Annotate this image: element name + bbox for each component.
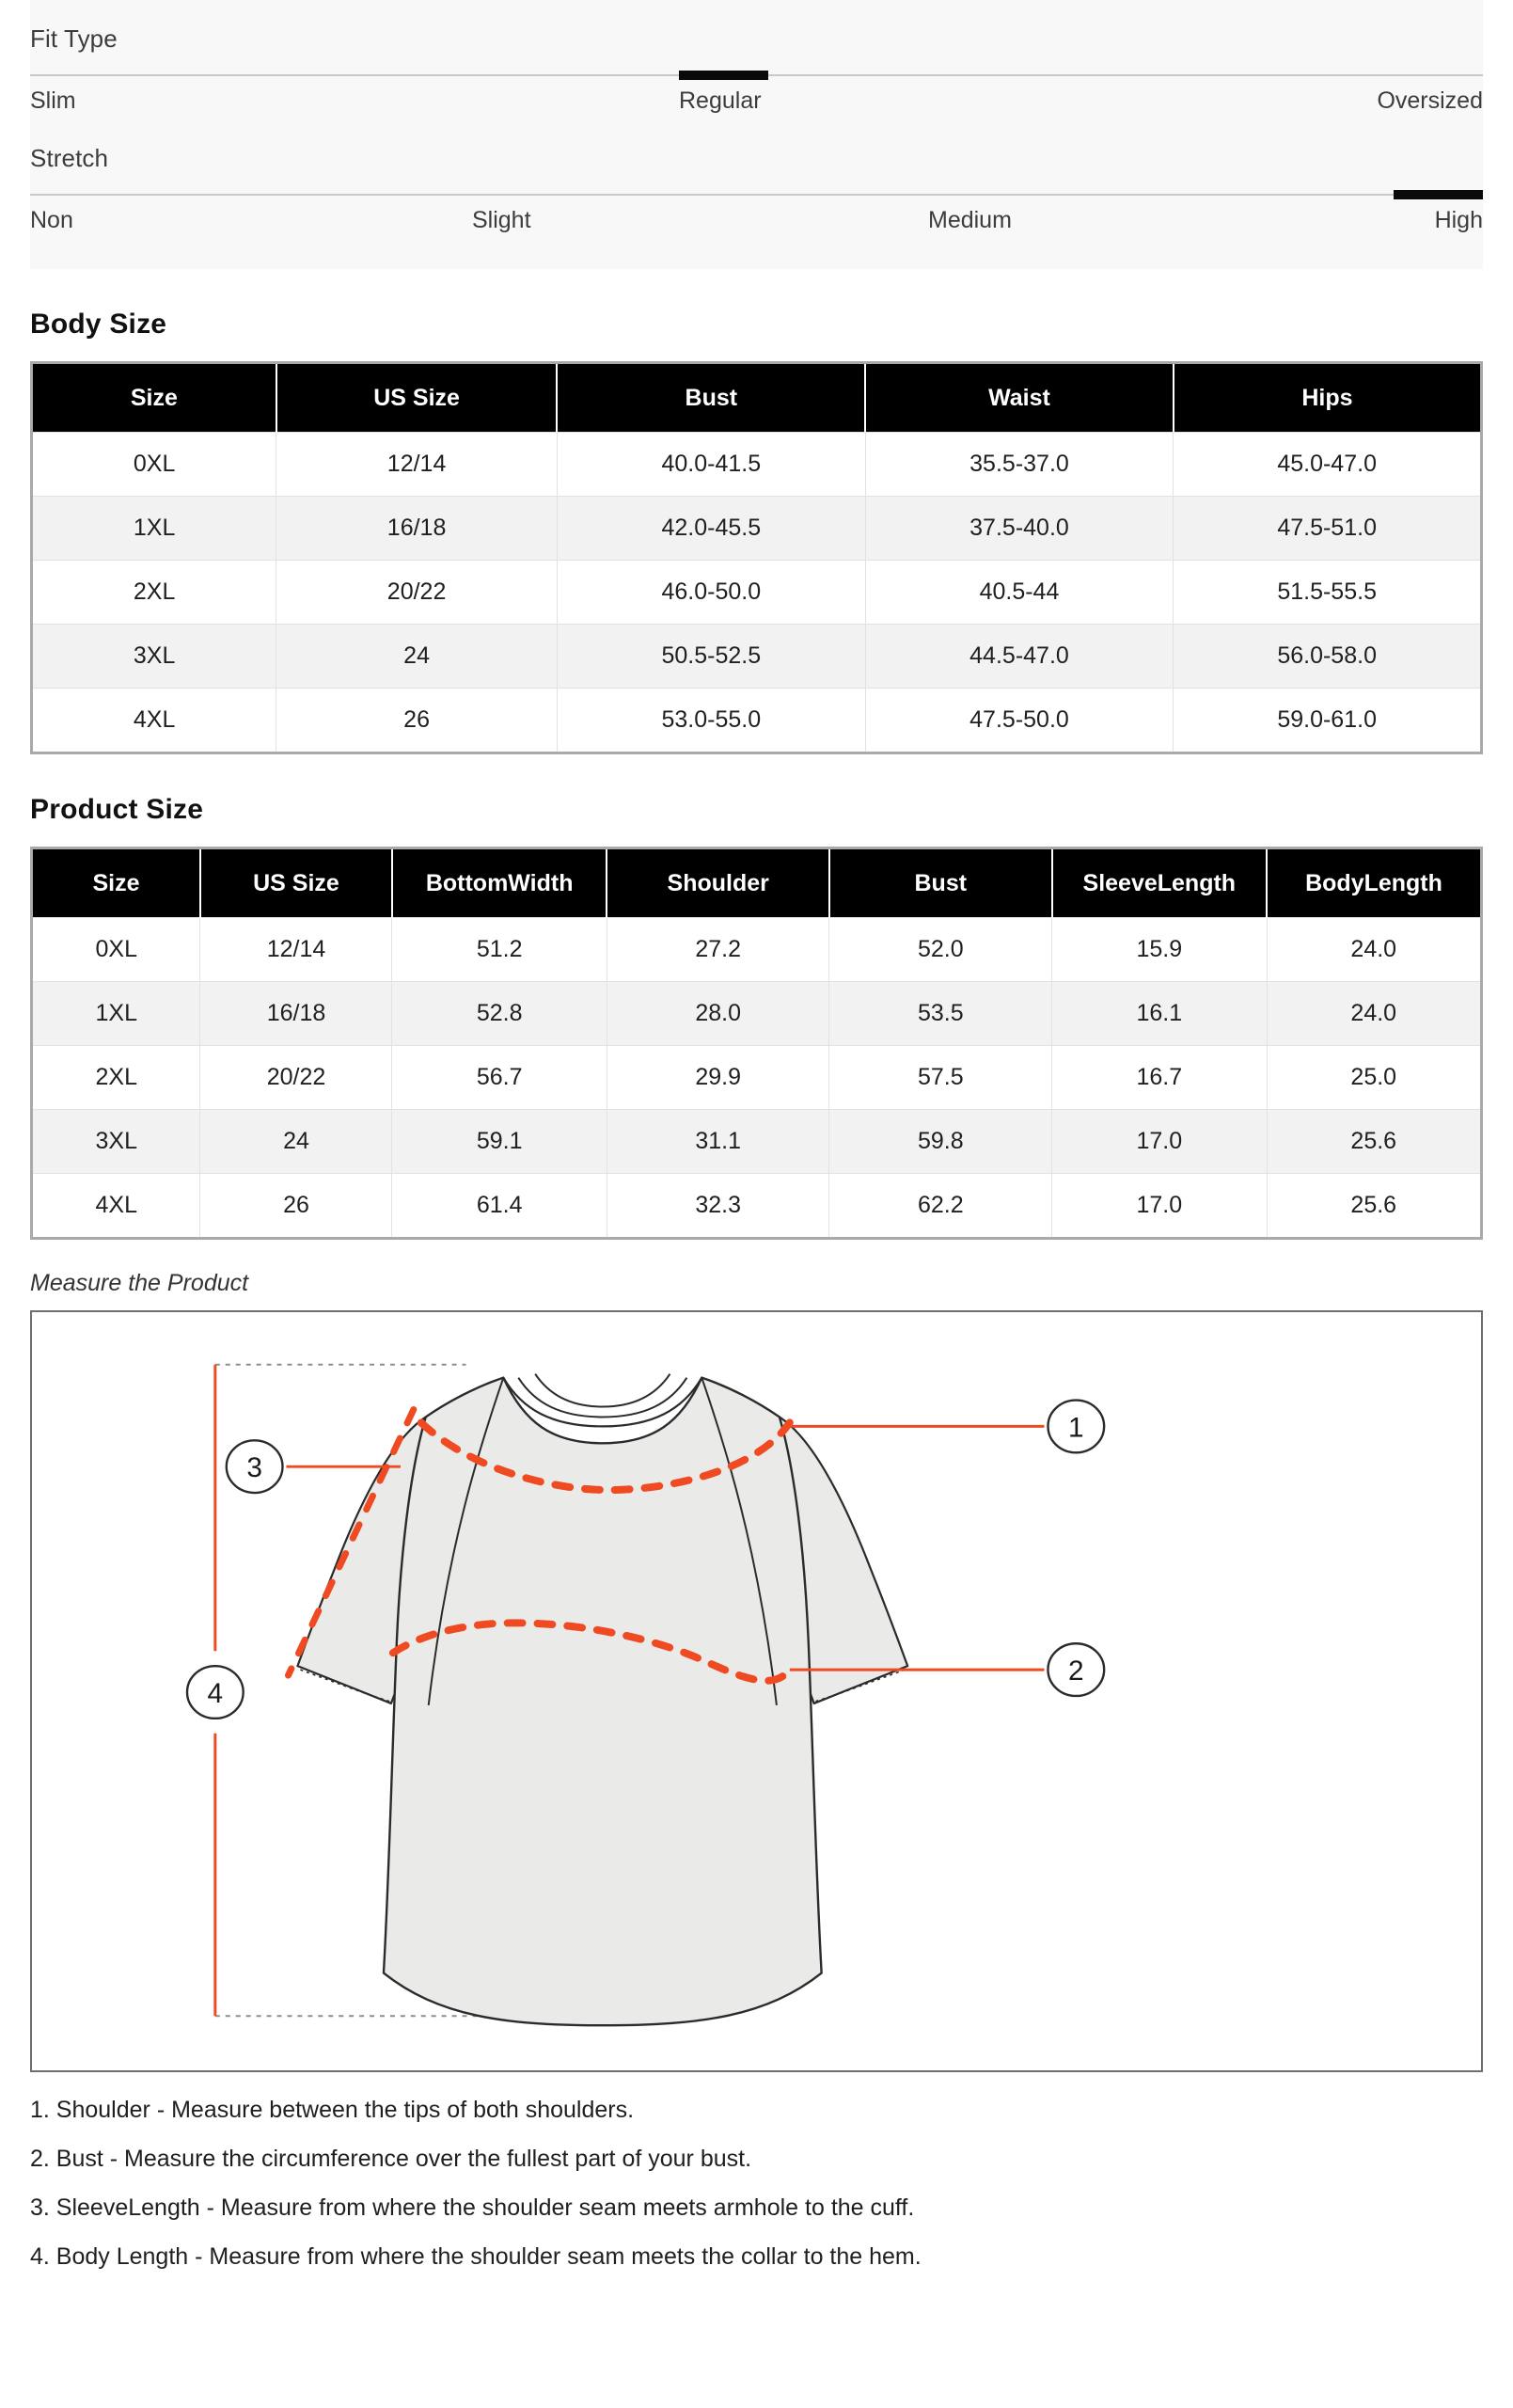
table-row xyxy=(32,1174,1482,1239)
note-body-length: 4. Body Length - Measure from where the shoulder seam meets the collar to the hem. xyxy=(30,2243,922,2270)
cell-bust: 62.2 xyxy=(829,1174,1052,1239)
col-header-us-size: US Size xyxy=(276,363,558,433)
fit-type-option-slim[interactable]: Slim xyxy=(30,87,76,114)
body-size-table xyxy=(30,361,1483,754)
cell-bust: 52.0 xyxy=(829,918,1052,982)
cell-size: 2XL xyxy=(32,561,276,625)
cell-us-size: 24 xyxy=(276,625,558,689)
table-row xyxy=(32,1110,1482,1174)
col-header-us-size: US Size xyxy=(200,848,392,918)
table-header-row xyxy=(32,848,1482,918)
fit-type-option-regular[interactable]: Regular xyxy=(679,87,762,114)
garment-diagram xyxy=(32,1312,1481,2070)
fit-type-title: Fit Type xyxy=(30,24,118,53)
cell-us-size: 12/14 xyxy=(276,433,558,497)
cell-size: 2XL xyxy=(32,1046,200,1110)
cell-body-length: 25.0 xyxy=(1267,1046,1481,1110)
callout-3 xyxy=(227,1440,283,1493)
table-row xyxy=(32,689,1482,753)
callout-1 xyxy=(1048,1401,1104,1453)
col-header-shoulder: Shoulder xyxy=(607,848,829,918)
col-header-bust: Bust xyxy=(829,848,1052,918)
cell-hips: 59.0-61.0 xyxy=(1174,689,1482,753)
cell-shoulder: 28.0 xyxy=(607,982,829,1046)
cell-us-size: 24 xyxy=(200,1110,392,1174)
note-bust: 2. Bust - Measure the circumference over the fullest part of your bust. xyxy=(30,2146,752,2172)
col-header-bottom-width: BottomWidth xyxy=(392,848,607,918)
fit-attributes-panel xyxy=(30,0,1483,269)
cell-waist: 44.5-47.0 xyxy=(865,625,1174,689)
stretch-option-non[interactable]: Non xyxy=(30,207,73,233)
fit-type-track[interactable] xyxy=(30,74,1483,76)
col-header-bust: Bust xyxy=(557,363,865,433)
garment-illustration xyxy=(297,1374,907,2026)
fit-type-thumb[interactable] xyxy=(679,71,768,80)
col-header-waist: Waist xyxy=(865,363,1174,433)
table-row xyxy=(32,433,1482,497)
collar-inner xyxy=(535,1374,670,1407)
cell-hips: 47.5-51.0 xyxy=(1174,497,1482,561)
table-row xyxy=(32,1046,1482,1110)
table-row xyxy=(32,625,1482,689)
stretch-option-high[interactable]: High xyxy=(1434,207,1483,233)
cell-body-length: 24.0 xyxy=(1267,982,1481,1046)
note-sleeve-length: 3. SleeveLength - Measure from where the shoulder seam meets armhole to the cuff. xyxy=(30,2194,915,2221)
stretch-track[interactable] xyxy=(30,194,1483,196)
cell-bottom-width: 56.7 xyxy=(392,1046,607,1110)
cell-shoulder: 32.3 xyxy=(607,1174,829,1239)
col-header-hips: Hips xyxy=(1174,363,1482,433)
cell-size: 1XL xyxy=(32,497,276,561)
cell-shoulder: 29.9 xyxy=(607,1046,829,1110)
callout-3-label: 3 xyxy=(246,1452,262,1484)
note-shoulder: 1. Shoulder - Measure between the tips of both shoulders. xyxy=(30,2097,635,2123)
cell-shoulder: 31.1 xyxy=(607,1110,829,1174)
cell-size: 3XL xyxy=(32,625,276,689)
cell-bust: 53.0-55.0 xyxy=(557,689,865,753)
cell-hips: 51.5-55.5 xyxy=(1174,561,1482,625)
cell-sleeve-length: 16.7 xyxy=(1052,1046,1267,1110)
cell-size: 0XL xyxy=(32,433,276,497)
measure-caption: Measure the Product xyxy=(30,1270,249,1296)
table-header-row xyxy=(32,363,1482,433)
table-row xyxy=(32,497,1482,561)
cell-sleeve-length: 17.0 xyxy=(1052,1110,1267,1174)
callout-4 xyxy=(187,1666,244,1719)
stretch-option-medium[interactable]: Medium xyxy=(928,207,1012,233)
callout-2 xyxy=(1048,1643,1104,1696)
cell-us-size: 16/18 xyxy=(200,982,392,1046)
measurement-notes-list xyxy=(30,2099,1483,2294)
cell-body-length: 24.0 xyxy=(1267,918,1481,982)
cell-us-size: 26 xyxy=(276,689,558,753)
cell-waist: 47.5-50.0 xyxy=(865,689,1174,753)
cell-size: 3XL xyxy=(32,1110,200,1174)
cell-bottom-width: 61.4 xyxy=(392,1174,607,1239)
cell-size: 0XL xyxy=(32,918,200,982)
cell-bust: 57.5 xyxy=(829,1046,1052,1110)
product-size-heading: Product Size xyxy=(30,794,204,825)
cell-sleeve-length: 16.1 xyxy=(1052,982,1267,1046)
cell-size: 4XL xyxy=(32,1174,200,1239)
cell-size: 4XL xyxy=(32,689,276,753)
col-header-size: Size xyxy=(32,363,276,433)
stretch-title: Stretch xyxy=(30,144,109,172)
cell-hips: 45.0-47.0 xyxy=(1174,433,1482,497)
cell-bottom-width: 51.2 xyxy=(392,918,607,982)
cell-sleeve-length: 15.9 xyxy=(1052,918,1267,982)
fit-type-labels xyxy=(30,87,1483,129)
col-header-body-length: BodyLength xyxy=(1267,848,1481,918)
stretch-option-slight[interactable]: Slight xyxy=(472,207,531,233)
cell-body-length: 25.6 xyxy=(1267,1174,1481,1239)
cell-us-size: 26 xyxy=(200,1174,392,1239)
table-row xyxy=(32,918,1482,982)
callout-2-label: 2 xyxy=(1068,1656,1084,1687)
cell-waist: 35.5-37.0 xyxy=(865,433,1174,497)
table-row xyxy=(32,561,1482,625)
col-header-sleeve-length: SleeveLength xyxy=(1052,848,1267,918)
cell-bust: 53.5 xyxy=(829,982,1052,1046)
product-size-table xyxy=(30,847,1483,1240)
cell-us-size: 16/18 xyxy=(276,497,558,561)
cell-bust: 59.8 xyxy=(829,1110,1052,1174)
cell-body-length: 25.6 xyxy=(1267,1110,1481,1174)
cell-hips: 56.0-58.0 xyxy=(1174,625,1482,689)
col-header-size: Size xyxy=(32,848,200,918)
cell-waist: 40.5-44 xyxy=(865,561,1174,625)
cell-us-size: 20/22 xyxy=(276,561,558,625)
cell-shoulder: 27.2 xyxy=(607,918,829,982)
cell-us-size: 12/14 xyxy=(200,918,392,982)
stretch-slider-group xyxy=(30,144,1483,248)
cell-waist: 37.5-40.0 xyxy=(865,497,1174,561)
measure-diagram-box xyxy=(30,1310,1483,2072)
stretch-thumb[interactable] xyxy=(1394,190,1483,199)
cell-bottom-width: 52.8 xyxy=(392,982,607,1046)
body-size-heading: Body Size xyxy=(30,309,167,340)
callout-1-label: 1 xyxy=(1068,1412,1084,1444)
cell-bust: 42.0-45.5 xyxy=(557,497,865,561)
table-row xyxy=(32,982,1482,1046)
garment-body xyxy=(384,1378,822,2026)
cell-bust: 50.5-52.5 xyxy=(557,625,865,689)
cell-bottom-width: 59.1 xyxy=(392,1110,607,1174)
stretch-labels xyxy=(30,207,1483,248)
fit-type-slider-group xyxy=(30,24,1483,129)
cell-us-size: 20/22 xyxy=(200,1046,392,1110)
cell-size: 1XL xyxy=(32,982,200,1046)
callout-4-label: 4 xyxy=(207,1677,224,1709)
fit-type-option-oversized[interactable]: Oversized xyxy=(1377,87,1483,114)
cell-sleeve-length: 17.0 xyxy=(1052,1174,1267,1239)
cell-bust: 40.0-41.5 xyxy=(557,433,865,497)
cell-bust: 46.0-50.0 xyxy=(557,561,865,625)
